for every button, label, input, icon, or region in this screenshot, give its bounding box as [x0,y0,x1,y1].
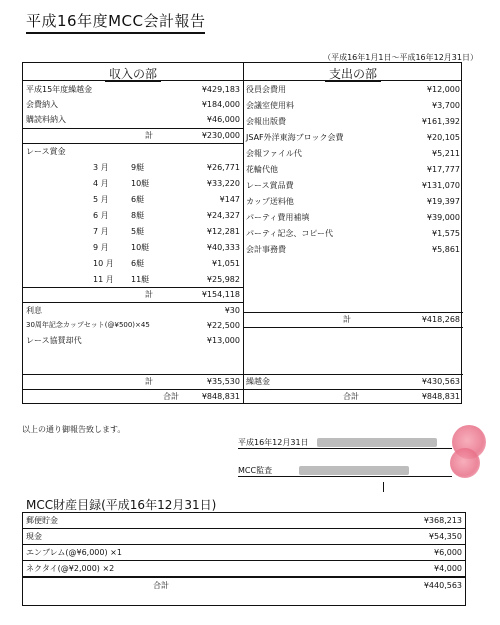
expense-row: JSAF外洋東海ブロック会費 ¥20,105 [246,133,460,142]
redacted-name [317,438,437,447]
income-header: 収入の部 [23,65,243,82]
auditor-label: MCC監査 [238,466,273,475]
report-note: 以上の通り御報告致します。 [22,425,126,434]
expense-row: パーティ記念、コピー代 ¥1,575 [246,229,460,238]
expense-row: パーティ費用補填 ¥39,000 [246,213,460,222]
expense-subtotal: 計 ¥418,268 [343,315,460,324]
race-row: 7 月 5艇 ¥12,281 [93,227,240,236]
income-row: 会費納入 ¥184,000 [26,100,240,109]
carryover-row: 繰越金 ¥430,563 [246,377,460,386]
expense-row: 会議室使用料 ¥3,700 [246,101,460,110]
expense-row: レース賞品費 ¥131,070 [246,181,460,190]
race-row: 10 月 6艇 ¥1,051 [93,259,240,268]
expense-row: 役員会費用 ¥12,000 [246,85,460,94]
expense-row: カップ送料他 ¥19,397 [246,197,460,206]
misc-subtotal: 計 ¥35,530 [145,377,240,386]
inventory-row: 郵便貯金 ¥368,213 [23,513,465,529]
ad-row: レース協賛却代 ¥13,000 [26,336,240,345]
income-expense-table [22,62,462,404]
expense-header: 支出の部 [243,65,463,82]
income-subtotal: 計 ¥230,000 [145,131,240,140]
income-total: 合計 ¥848,831 [163,392,240,401]
expense-row: 花輪代他 ¥17,777 [246,165,460,174]
inventory-table [22,512,466,606]
expense-row: 会報出版費 ¥161,392 [246,117,460,126]
seal-stamp [450,448,480,478]
race-row: 6 月 8艇 ¥24,327 [93,211,240,220]
report-date-line [238,437,452,449]
race-row: 4 月 10艇 ¥33,220 [93,179,240,188]
inventory-title: MCC財産目録(平成16年12月31日) [26,498,217,512]
interest-row: 利息 ¥30 [26,306,240,315]
race-row: 5 月 6艇 ¥147 [93,195,240,204]
redacted-auditor [299,466,409,475]
income-row: 購読料納入 ¥46,000 [26,115,240,124]
expense-row: 会計事務費 ¥5,861 [246,245,460,254]
inventory-row: ネクタイ(@¥2,000) ×2 ¥4,000 [23,561,465,577]
race-row: 3 月 9艇 ¥26,771 [93,163,240,172]
inventory-row: 現金 ¥54,350 [23,529,465,545]
race-row: 9 月 10艇 ¥40,333 [93,243,240,252]
expense-row: 会報ファイル代 ¥5,211 [246,149,460,158]
auditor-line [238,465,452,477]
race-row: 11 月 11艇 ¥25,982 [93,275,240,284]
expense-total: 合計 ¥848,831 [343,392,460,401]
report-date: 平成16年12月31日 [238,438,309,447]
signature-mark [383,482,384,492]
race-label: レース賞金 [26,147,66,156]
race-subtotal: 計 ¥154,118 [145,290,240,299]
inventory-total: 合計 ¥440,563 [23,577,465,593]
income-row: 平成15年度繰越金 ¥429,183 [26,85,240,94]
inventory-row: エンブレム(@¥6,000) ×1 ¥6,000 [23,545,465,561]
report-period: （平成16年1月1日～平成16年12月31日） [323,53,478,62]
report-title: 平成16年度MCC会計報告 [26,10,205,34]
cup-row: 30周年記念カップセット(@¥500)×45 ¥22,500 [26,321,240,330]
